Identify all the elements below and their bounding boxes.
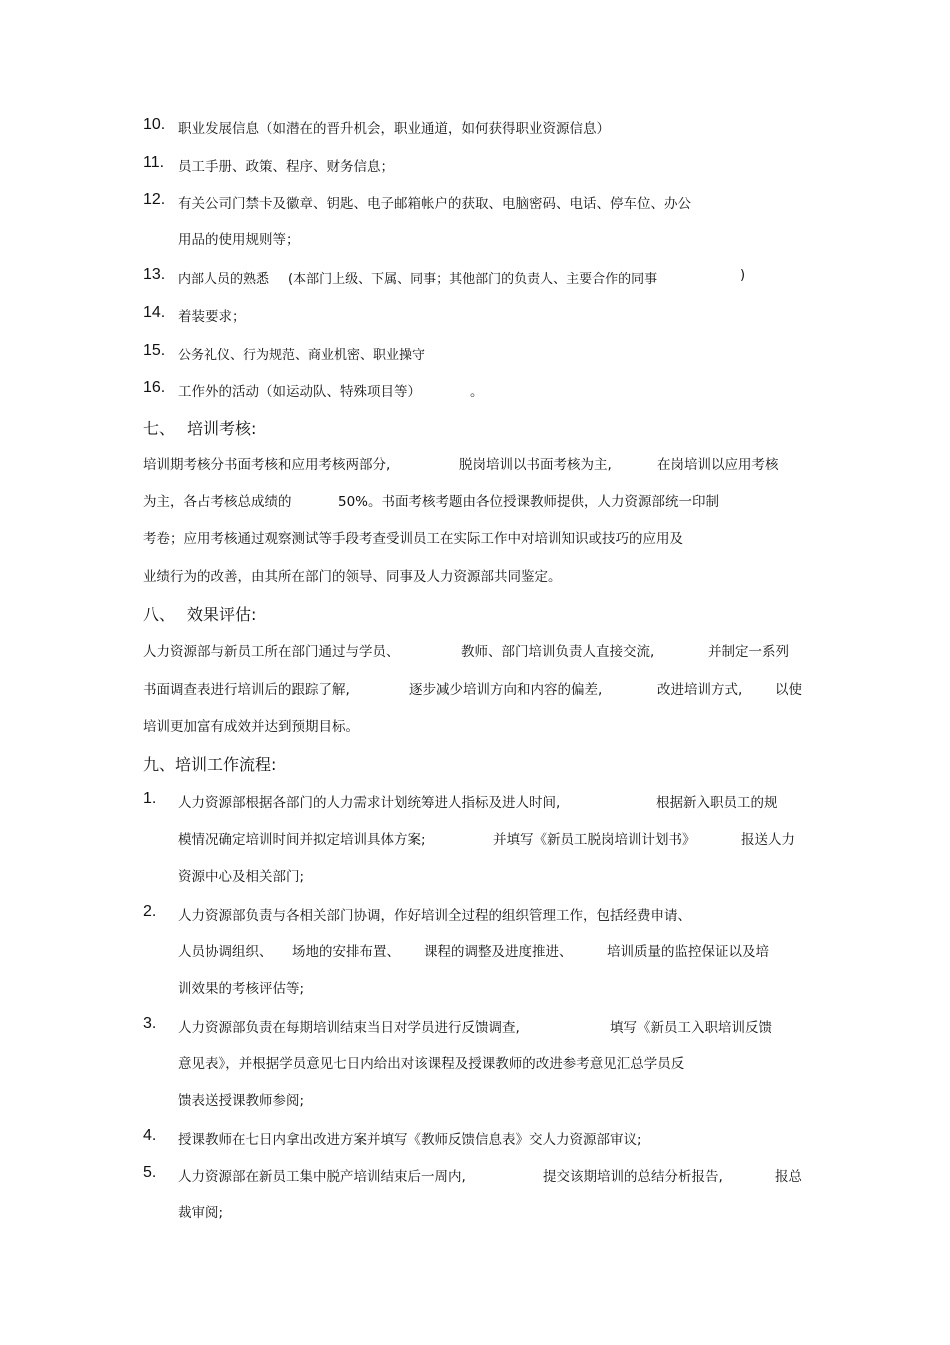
paragraph-text: 教师、部门培训负责人直接交流, — [461, 644, 655, 660]
paragraph-text: 培训期考核分书面考核和应用考核两部分, — [143, 457, 391, 473]
list-item-period: 。 — [470, 384, 484, 400]
list-item-text: 人员协调组织、 — [178, 944, 273, 960]
list-number: 1. — [143, 790, 157, 807]
list-item-text: 人力资源部在新员工集中脱产培训结束后一周内, — [178, 1169, 466, 1185]
list-item-text: 职业发展信息（如潜在的晋升机会，职业通道，如何获得职业资源信息） — [178, 121, 610, 137]
list-item-text: 培训质量的监控保证以及培 — [607, 944, 769, 960]
list-item-text: 提交该期培训的总结分析报告, — [543, 1169, 723, 1185]
section-number: 七、 — [143, 419, 176, 438]
list-item-text: 填写《新员工入职培训反馈 — [610, 1020, 772, 1036]
paragraph-text: 脱岗培训以书面考核为主, — [459, 457, 612, 473]
list-item-text: 场地的安排布置、 — [292, 944, 400, 960]
list-item-text: 裁审阅; — [178, 1205, 224, 1221]
list-item-text: 授课教师在七日内拿出改进方案并填写《教师反馈信息表》交人力资源部审议; — [178, 1132, 642, 1148]
list-number: 3. — [143, 1015, 157, 1032]
list-number: 14. — [143, 304, 166, 321]
list-item-text: 模情况确定培训时间并拟定培训具体方案; — [178, 832, 426, 848]
paragraph-text: 并制定一系列 — [708, 644, 789, 660]
paragraph-text: 人力资源部与新员工所在部门通过与学员、 — [143, 644, 400, 660]
list-item-text-paren: (本部门上级、下属、同事；其他部门的负责人、主要合作的同事 — [288, 272, 658, 287]
section-number: 八、 — [143, 605, 176, 624]
paragraph-text: 50%。书面考核考题由各位授课教师提供，人力资源部统一印制 — [338, 494, 720, 510]
list-item-text: 意见表》，并根据学员意见七日内给出对该课程及授课教师的改进参考意见汇总学员反 — [178, 1056, 685, 1072]
list-item-text: 着装要求； — [178, 309, 246, 325]
paragraph-text: 为主，各占考核总成绩的 — [143, 494, 292, 510]
list-item-text: 并填写《新员工脱岗培训计划书》 — [493, 832, 696, 848]
list-item-text: 报送人力 — [741, 832, 795, 848]
paragraph-text: 在岗培训以应用考核 — [657, 457, 779, 473]
paragraph-text: 以使 — [775, 682, 802, 698]
section-heading: 培训考核: — [187, 419, 257, 438]
list-item-text: 内部人员的熟悉 — [178, 272, 270, 287]
list-number: 16. — [143, 379, 166, 396]
list-item-text: 公务礼仪、行为规范、商业机密、职业操守 — [178, 348, 426, 363]
paragraph-text: 改进培训方式, — [657, 682, 743, 698]
list-number: 11. — [143, 154, 165, 171]
list-item-text: 根据新入职员工的规 — [656, 795, 778, 811]
list-item-text-cont: 用品的使用规则等； — [178, 232, 300, 248]
list-number: 12. — [143, 191, 166, 208]
paragraph-text: 逐步减少培训方向和内容的偏差, — [409, 682, 603, 698]
list-item-text: 人力资源部负责在每期培训结束当日对学员进行反馈调查, — [178, 1020, 520, 1036]
list-item-text: 有关公司门禁卡及徽章、钥匙、电子邮箱帐户的获取、电脑密码、电话、停车位、办公 — [178, 196, 691, 212]
paragraph-text: 培训更加富有成效并达到预期目标。 — [143, 719, 359, 735]
section-heading: 效果评估: — [187, 605, 257, 624]
list-item-text: 人力资源部负责与各相关部门协调，作好培训全过程的组织管理工作，包括经费申请、 — [178, 908, 691, 924]
paragraph-text: 业绩行为的改善，由其所在部门的领导、同事及人力资源部共同鉴定。 — [143, 569, 562, 585]
list-item-text: 报总 — [775, 1169, 802, 1185]
list-number: 13. — [143, 266, 166, 283]
list-item-text: 馈表送授课教师参阅; — [178, 1093, 305, 1109]
paragraph-text: 考卷；应用考核通过观察测试等手段考查受训员工在实际工作中对培训知识或技巧的应用及 — [143, 531, 683, 547]
list-item-text: 资源中心及相关部门; — [178, 869, 305, 885]
list-number: 15. — [143, 342, 166, 359]
list-item-text-close: ) — [740, 268, 746, 283]
list-number: 5. — [143, 1164, 157, 1181]
list-item-text: 课程的调整及进度推进、 — [424, 944, 573, 960]
list-item-text: 训效果的考核评估等; — [178, 981, 305, 997]
list-item-text: 工作外的活动（如运动队、特殊项目等） — [178, 384, 421, 400]
list-item-text: 员工手册、政策、程序、财务信息； — [178, 159, 394, 175]
list-number: 2. — [143, 903, 157, 920]
section-heading: 九、培训工作流程: — [143, 755, 277, 774]
paragraph-text: 书面调查表进行培训后的跟踪了解, — [143, 682, 350, 698]
list-number: 4. — [143, 1127, 157, 1144]
list-item-text: 人力资源部根据各部门的人力需求计划统筹进人指标及进人时间, — [178, 795, 561, 811]
list-number: 10. — [143, 116, 166, 133]
